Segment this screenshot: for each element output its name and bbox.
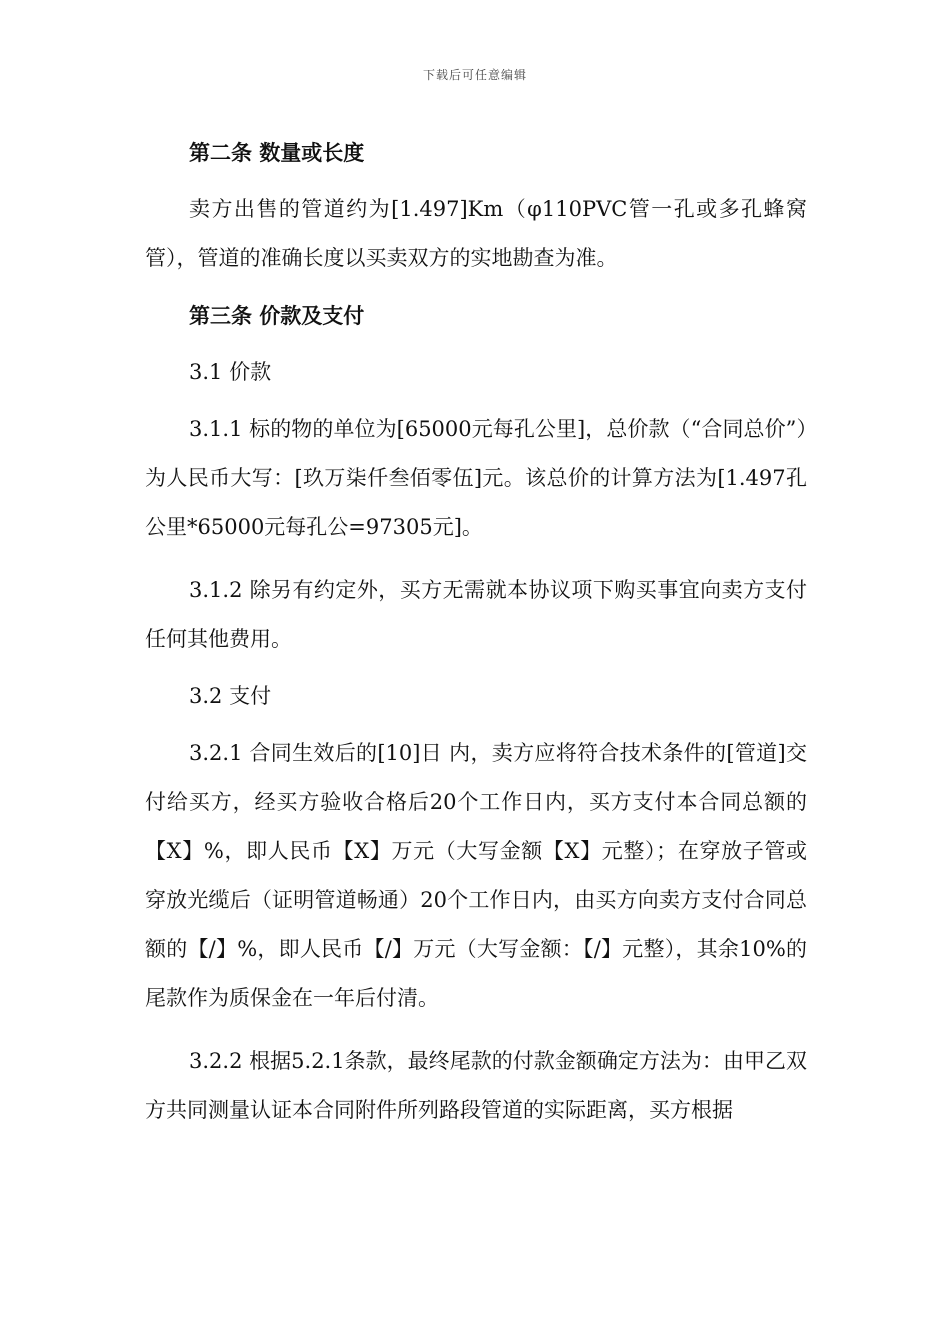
article-2-heading: 第二条 数量或长度 [189, 140, 365, 165]
header-note: 下载后可任意编辑 [422, 68, 527, 82]
clause-3-1-1: 3.1.1 标的物的单位为[65000元每孔公里]，总价款（“合同总价”）为人民币大写：[玖万柒仟叁佰零伍]元。该总价的计算方法为[1.497孔公里*65000元每孔公=97305元]。 [145, 417, 807, 539]
section-3-1-heading: 3.1 价款 [189, 360, 272, 384]
clause-3-1-2: 3.1.2 除另有约定外，买方无需就本协议项下购买事宜向卖方支付任何其他费用。 [145, 578, 807, 651]
article-3-heading: 第三条 价款及支付 [189, 303, 365, 328]
section-3-2-heading: 3.2 支付 [189, 684, 272, 708]
document-body [145, 128, 807, 1135]
clause-3-2-1: 3.2.1 合同生效后的[10]日 内，卖方应将符合技术条件的[管道]交付给买方，经买方验收合格后20个工作日内，买方支付本合同总额的【X】%，即人民币【X】万元（大写金额【X】元整）；在穿放子管或穿放光缆后（证明管道畅通）20个工作日内，由买方向卖方支付合同总额的【/】%，即人民币【/】万元（大写金额：【/】元整），其余10%的尾款作为质保金在一年后付清。 [145, 741, 807, 1010]
article-2-body: 卖方出售的管道约为[1.497]Km（φ110PVC管一孔或多孔蜂窝管），管道的准确长度以买卖双方的实地勘查为准。 [145, 197, 807, 270]
clause-3-2-2: 3.2.2 根据5.2.1条款，最终尾款的付款金额确定方法为：由甲乙双方共同测量认证本合同附件所列路段管道的实际距离，买方根据 [145, 1049, 807, 1122]
